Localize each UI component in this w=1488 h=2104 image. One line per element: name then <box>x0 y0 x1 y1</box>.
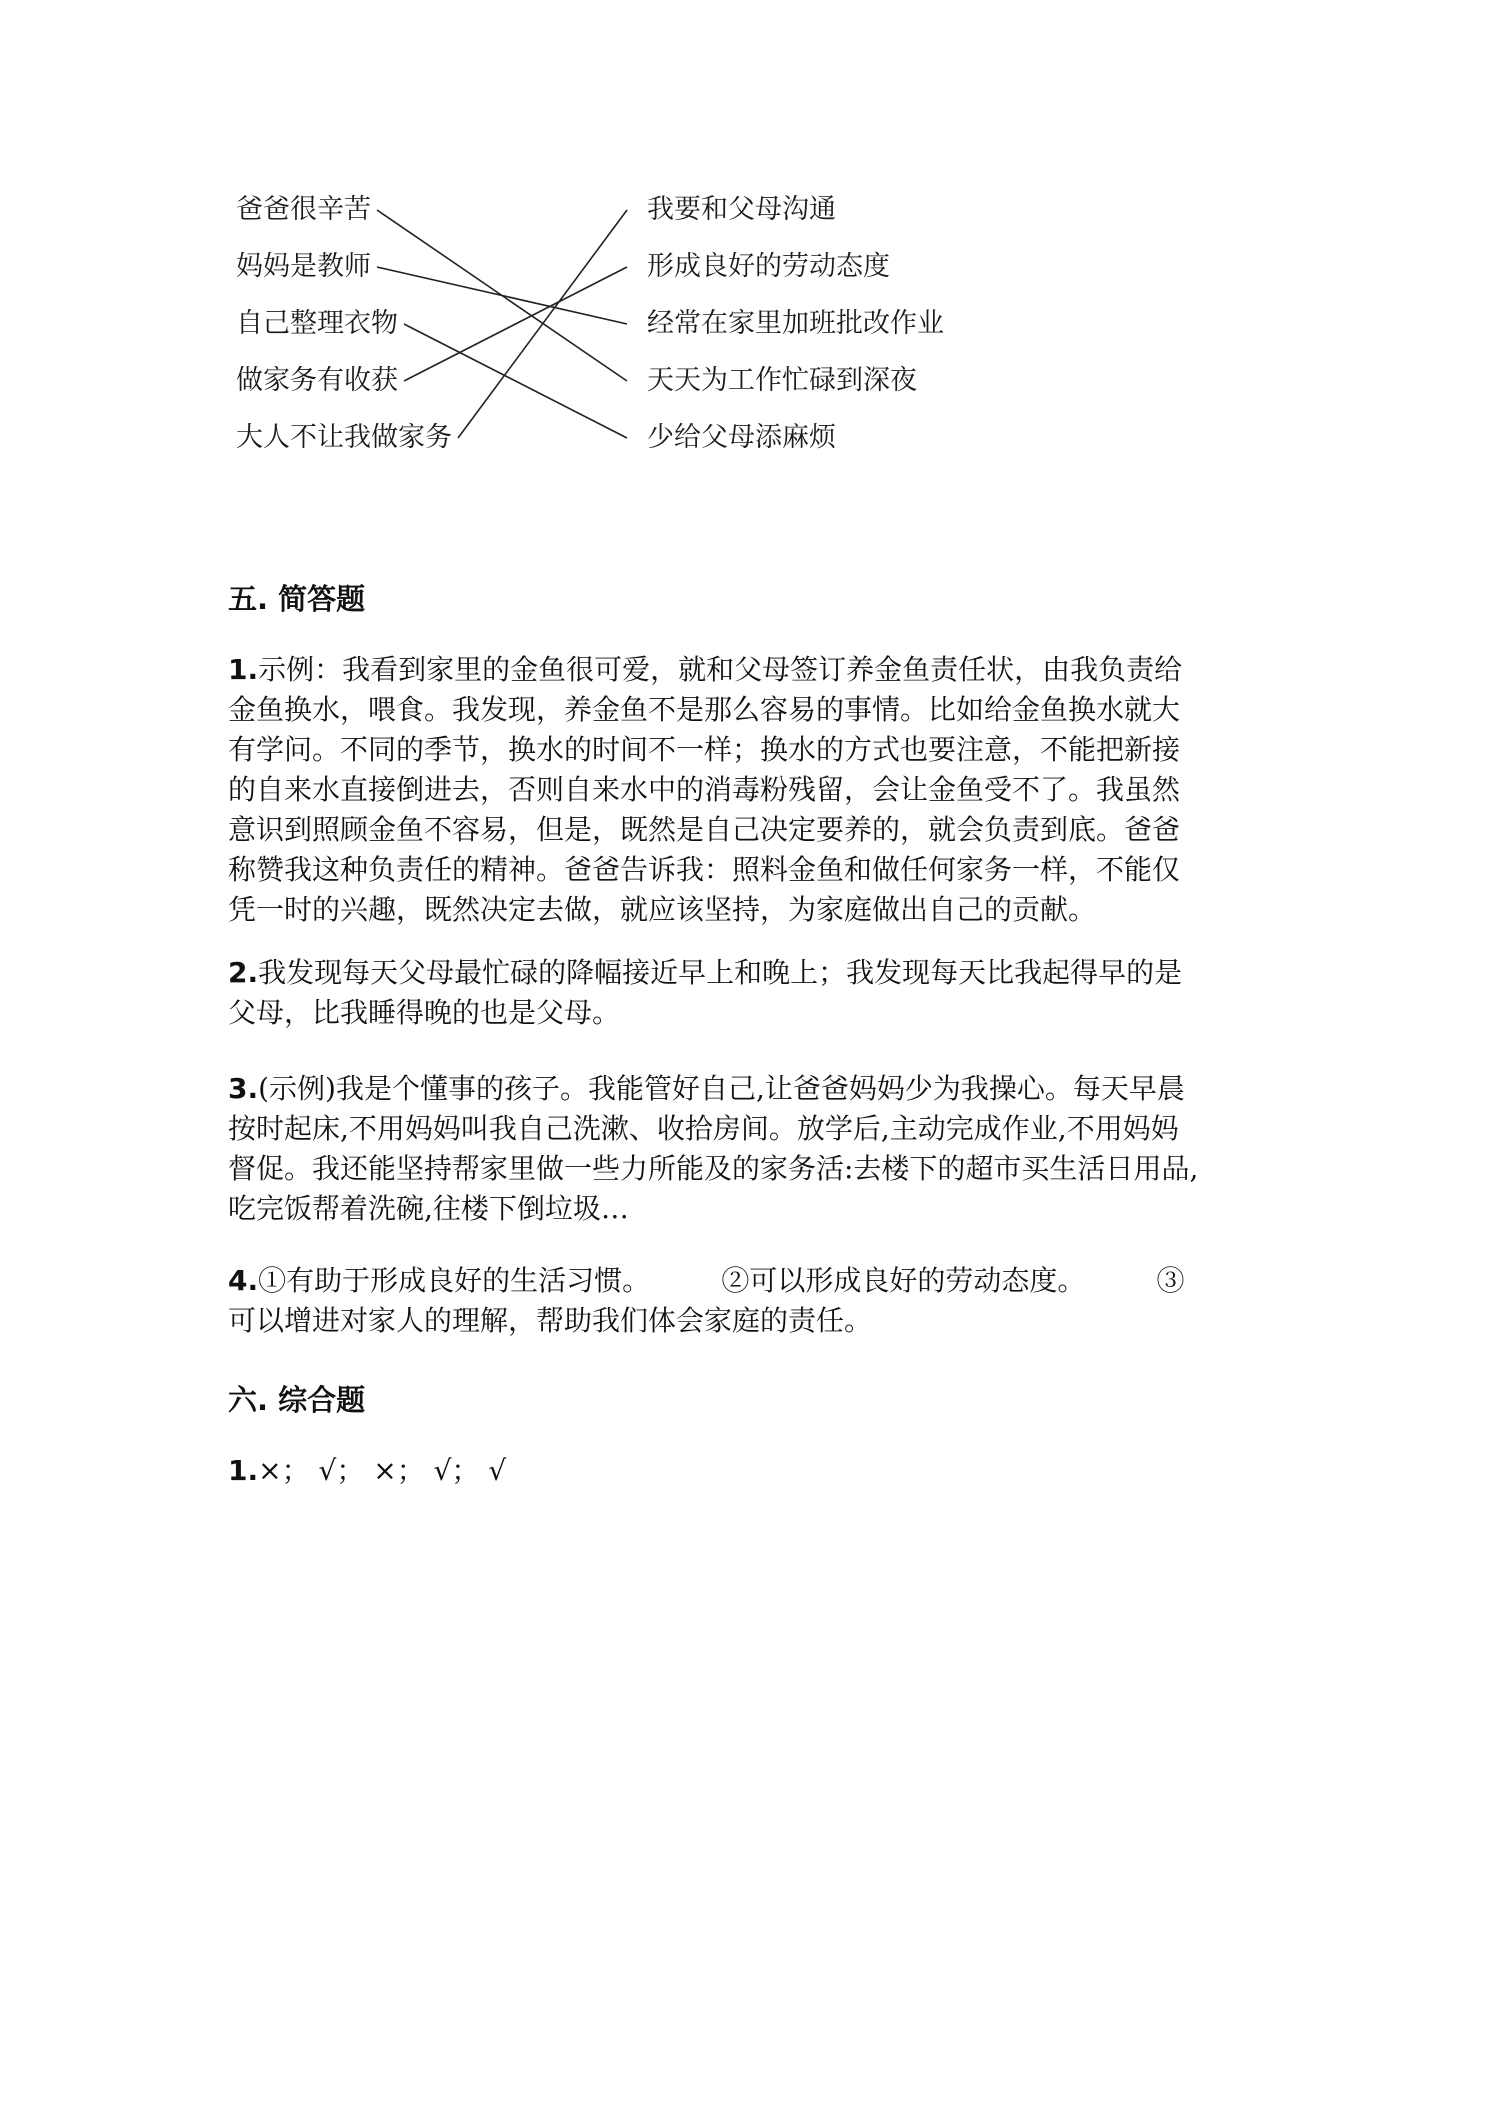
answer-line: 意识到照顾金鱼不容易，但是，既然是自己决定要养的，就会负责到底。爸爸 <box>228 813 1181 846</box>
answer-line: 的自来水直接倒进去，否则自来水中的消毒粉残留，会让金鱼受不了。我虽然 <box>228 773 1181 806</box>
connection-line-5 <box>458 210 627 438</box>
answer-5-1 <box>228 650 1288 930</box>
answer-line: 我发现每天父母最忙碌的降幅接近早上和晚上；我发现每天比我起得早的是 <box>258 956 1183 989</box>
answer-line: 示例：我看到家里的金鱼很可爱，就和父母签订养金鱼责任状，由我负责给 <box>258 653 1183 686</box>
answer-5-2 <box>228 953 1288 1033</box>
section-5-title: 五. 简答题 <box>228 582 366 616</box>
right-item-3: 经常在家里加班批改作业 <box>647 308 944 339</box>
answer-line: 凭一时的兴趣，既然决定去做，就应该坚持，为家庭做出自己的贡献。 <box>228 893 1097 926</box>
left-item-5: 大人不让我做家务 <box>236 422 452 453</box>
answer-line: 督促。我还能坚持帮家里做一些力所能及的家务活:去楼下的超市买生活日用品, <box>228 1152 1199 1185</box>
answer-line: 父母，比我睡得晚的也是父母。 <box>228 996 621 1029</box>
answer-line: 称赞我这种负责任的精神。爸爸告诉我：照料金鱼和做任何家务一样，不能仅 <box>228 853 1181 886</box>
answer-line: 按时起床,不用妈妈叫我自己洗漱、收拾房间。放学后,主动完成作业,不用妈妈 <box>228 1112 1179 1145</box>
connection-line-4 <box>404 267 627 381</box>
answer-5-3 <box>228 1069 1288 1229</box>
answer-number: 3. <box>228 1072 259 1105</box>
answer-5-4 <box>228 1261 1288 1341</box>
connection-line-2 <box>377 267 627 324</box>
answer-line: 金鱼换水，喂食。我发现，养金鱼不是那么容易的事情。比如给金鱼换水就大 <box>228 693 1181 726</box>
right-item-5: 少给父母添麻烦 <box>647 422 836 453</box>
left-item-4: 做家务有收获 <box>236 365 398 396</box>
answer-line: ×； √； ×； √； √ <box>258 1454 507 1487</box>
answer-line: ①有助于形成良好的生活习惯。 ②可以形成良好的劳动态度。 ③ <box>258 1264 1185 1297</box>
answer-line: (示例)我是个懂事的孩子。我能管好自己,让爸爸妈妈少为我操心。每天早晨 <box>258 1072 1185 1105</box>
left-item-2: 妈妈是教师 <box>236 251 371 282</box>
right-item-2: 形成良好的劳动态度 <box>647 251 890 282</box>
section-6-title: 六. 综合题 <box>228 1383 366 1417</box>
matching-lines <box>0 0 1488 480</box>
left-item-3: 自己整理衣物 <box>236 308 398 339</box>
answer-6-1 <box>228 1451 1288 1491</box>
answer-number: 1. <box>228 653 259 686</box>
right-item-1: 我要和父母沟通 <box>647 194 836 225</box>
answer-line: 可以增进对家人的理解，帮助我们体会家庭的责任。 <box>228 1304 873 1337</box>
right-item-4: 天天为工作忙碌到深夜 <box>647 365 917 396</box>
answer-line: 吃完饭帮着洗碗,往楼下倒垃圾… <box>228 1192 629 1225</box>
answer-line: 有学问。不同的季节，换水的时间不一样；换水的方式也要注意，不能把新接 <box>228 733 1181 766</box>
left-item-1: 爸爸很辛苦 <box>236 194 371 225</box>
answer-number: 1. <box>228 1454 259 1487</box>
matching-exercise <box>0 0 1488 480</box>
connection-line-3 <box>404 324 627 438</box>
answer-number: 2. <box>228 956 259 989</box>
answer-number: 4. <box>228 1264 259 1297</box>
